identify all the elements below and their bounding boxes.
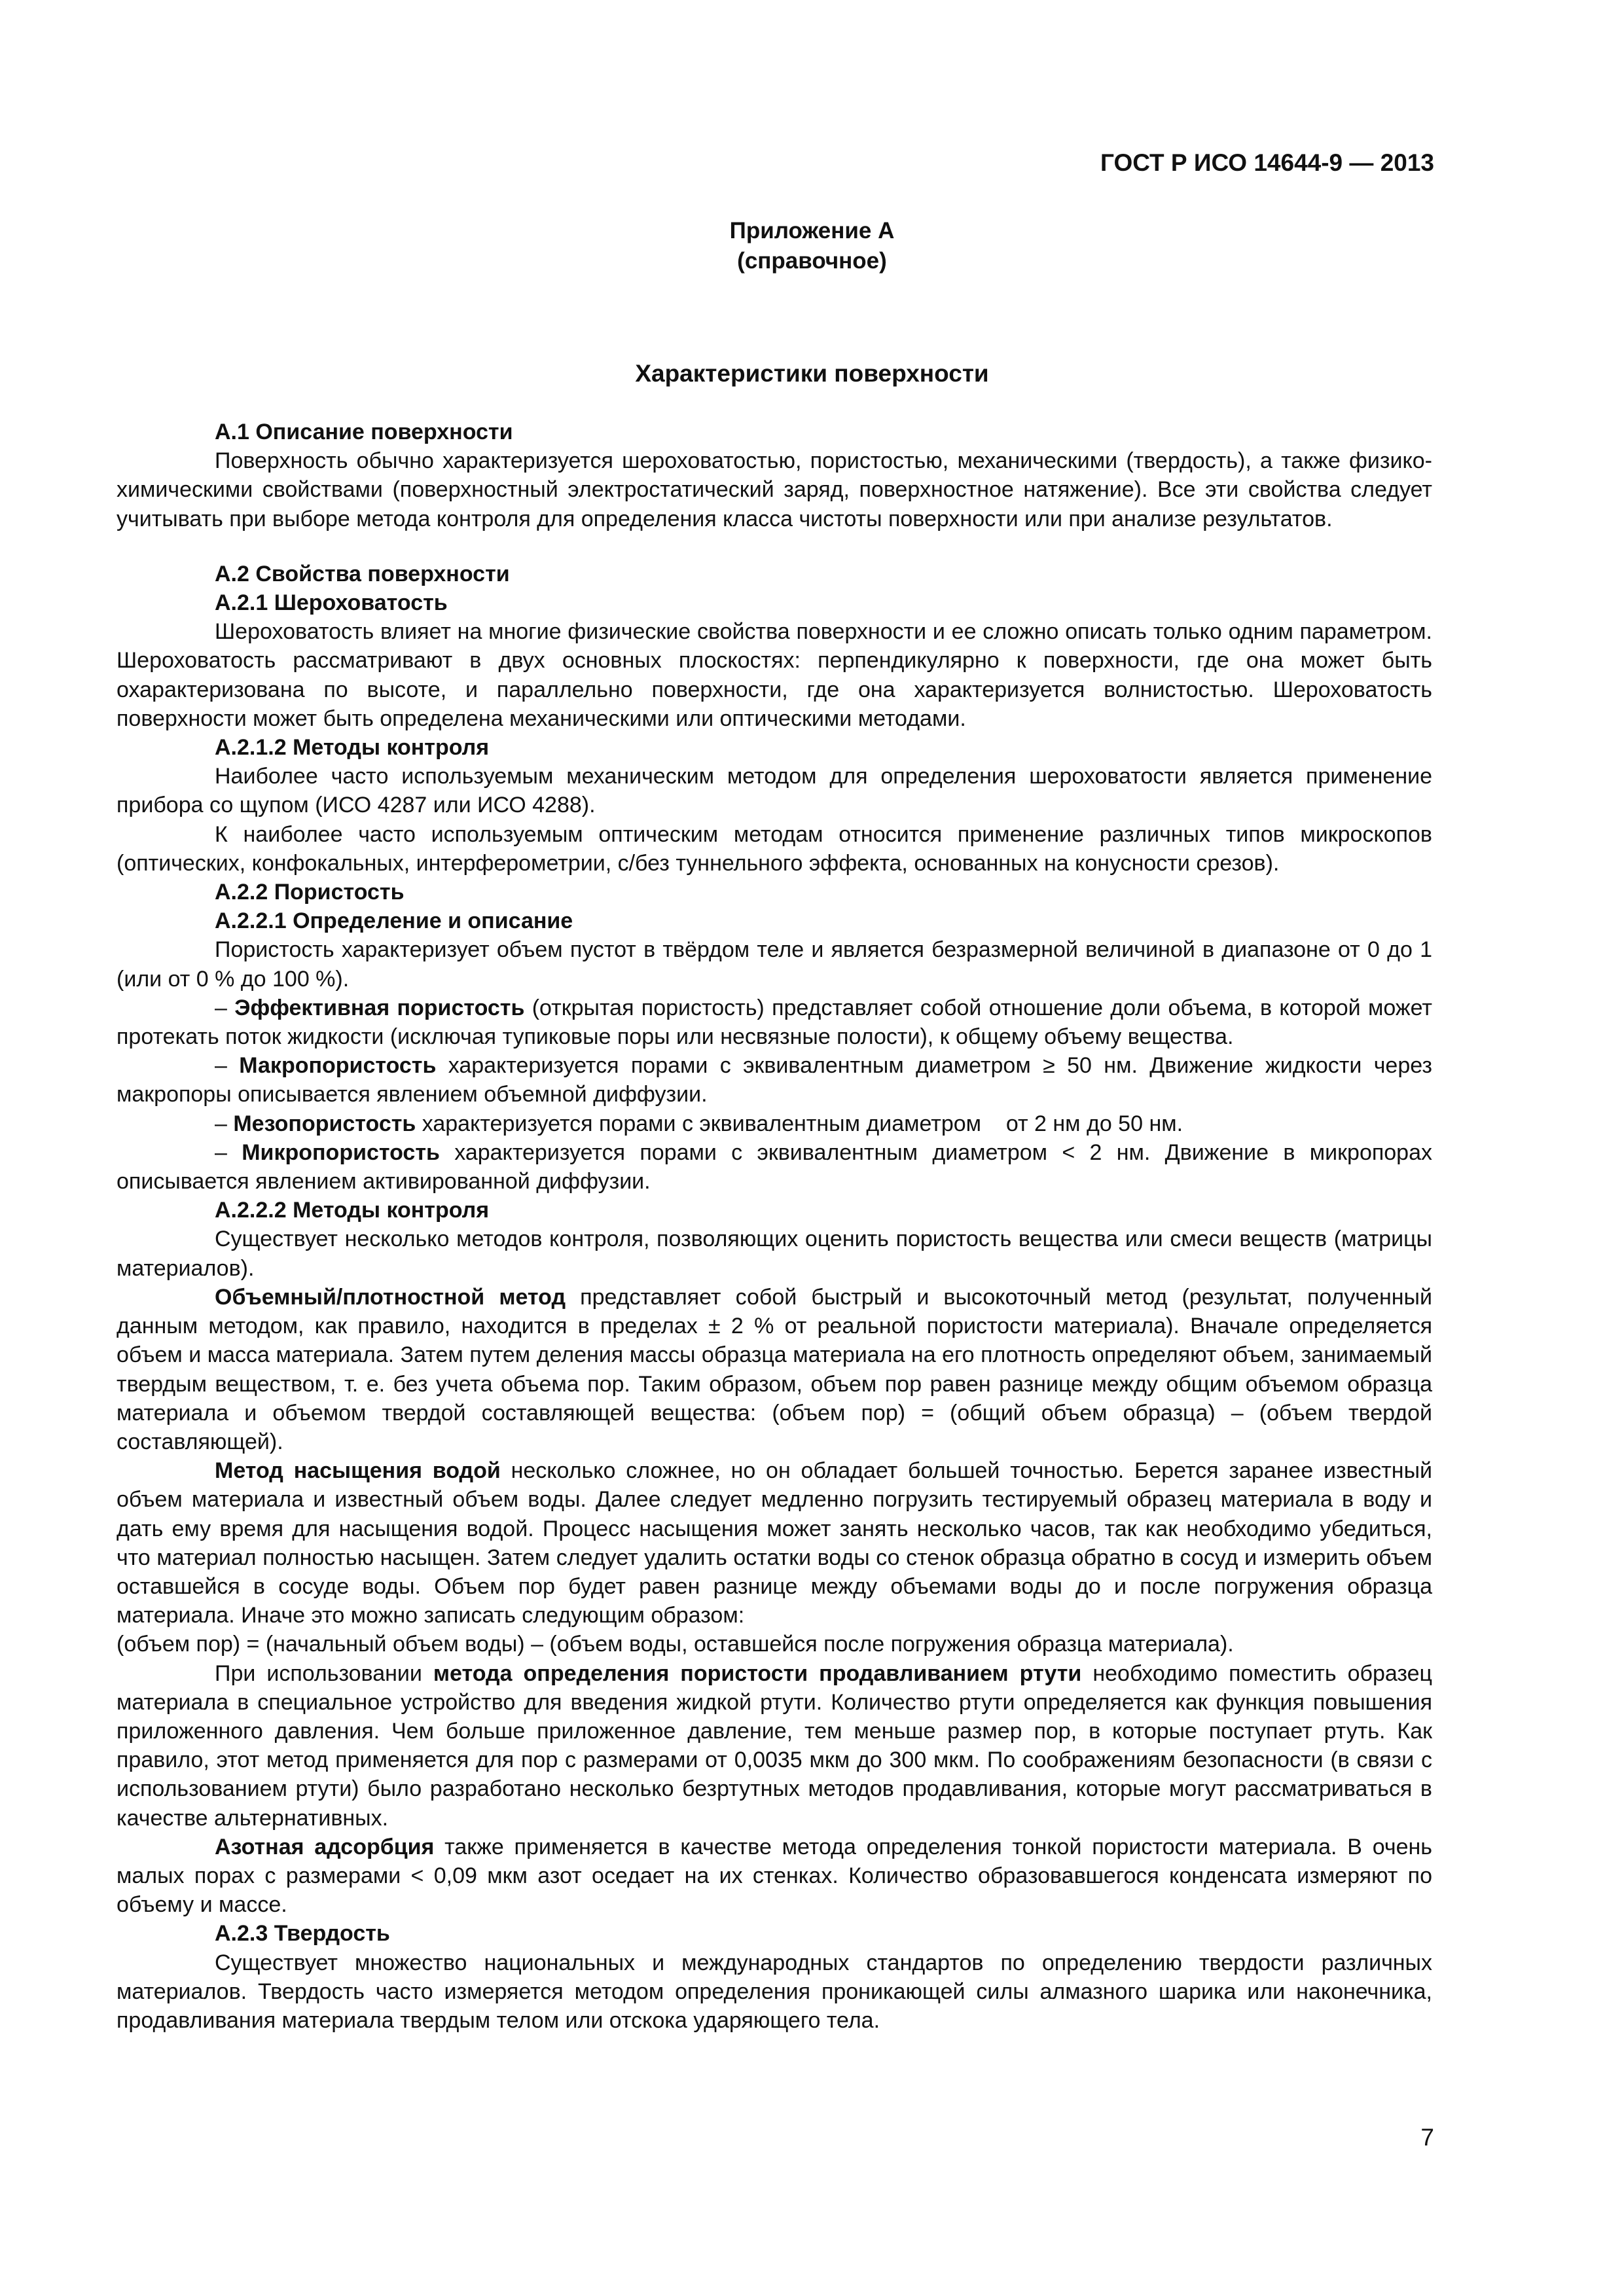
term: Макропористость [239, 1053, 437, 1079]
term-text: необходимо поместить образец материала в специальное устройство для введения жидкой ртути. Количество ртути определяется как функция повышения приложенного давления. Чем больше приложенное давление, тем меньше размер пор, в которые поступает ртуть. Как правило, этот метод применяется для пор с размерами от 0,0035 мкм до 300 мкм. По соображениям безопасности (в связи с использованием ртути) было разработано несколько безртутных методов продавливания, которые могут рассматриваться в качестве альтернативных. [117, 1660, 1432, 1831]
paragraph: Поверхность обычно характеризуется шероховатостью, пористостью, механическими (твердость), а также физико-химическими свойствами (поверхностный электростатический заряд, поверхностное натяжение). Все эти свойства следует учитывать при выборе метода контроля для определения класса чистоты поверхности или при анализе результатов. [117, 448, 1432, 531]
term-text: характеризуется порами с эквивалентным диаметром от 2 нм до 50 нм. [416, 1111, 1183, 1136]
heading-a22: А.2.2 Пористость [215, 880, 405, 905]
term-text: представляет собой быстрый и высокоточный метод (результат, полученный данным методом, как правило, находится в пределах ± 2 % от реальной пористости материала). Вначале определяется объем и масса материала. Затем путем деления массы образца материала на его плотность определяют объем, занимаемый твердым веществом, т. е. без учета объема пор. Таким образом, объем пор равен разнице между общим объемом образца материала и объемом твердой составляющей вещества: (объем пор) = (общий объем образца) – (объем твердой составляющей). [117, 1284, 1432, 1454]
term: Метод насыщения водой [215, 1458, 501, 1484]
heading-a21: А.2.1 Шероховатость [215, 590, 448, 616]
paragraph: К наиболее часто используемым оптическим методам относится применение различных типов микроскопов (оптических, конфокальных, интерферометрии, с/без туннельного эффекта, основанных на конусности срезов). [117, 821, 1432, 876]
term: Эффективная пористость [234, 995, 525, 1020]
term-text: характеризуется порами с эквивалентным диаметром < 2 нм. Движение в микропорах описывается явлением активированной диффузии. [117, 1139, 1432, 1194]
paragraph: Существует несколько методов контроля, позволяющих оценить пористость вещества или смеси веществ (матрицы материалов). [117, 1227, 1432, 1281]
term: Микропористость [242, 1139, 440, 1165]
term: Объемный/плотностной метод [215, 1284, 566, 1310]
annex-type: (справочное) [737, 248, 887, 274]
section-title: Характеристики поверхности [635, 360, 989, 387]
paragraph: Шероховатость влияет на многие физические свойства поверхности и ее сложно описать только одним параметром. Шероховатость рассматривают в двух основных плоскостях: перпендикулярно к поверхности, где она может быть охарактеризована по высоте, и параллельно поверхности, где она характеризуется волнистостью. Шероховатость поверхности может быть определена механическими или оптическими методами. [117, 619, 1432, 731]
dash-marker: – [215, 995, 235, 1020]
annex-title: Приложение А [729, 218, 895, 243]
document-id: ГОСТ Р ИСО 14644-9 — 2013 [1100, 149, 1434, 176]
page-number: 7 [1420, 2124, 1434, 2151]
paragraph [117, 1833, 1432, 1920]
dash-marker: – [215, 1053, 240, 1079]
paragraph [117, 1659, 1432, 1833]
dash-marker: – [215, 1139, 242, 1165]
list-item [117, 1051, 1432, 1109]
dash-marker: – [215, 1111, 234, 1136]
list-item [117, 994, 1432, 1051]
heading-a1: А.1 Описание поверхности [215, 420, 513, 444]
term-text: (открытая пористость) представляет собой отношение доли объема, в которой может протекать поток жидкости (исключая тупиковые поры или несвязные полости), к общему объему вещества. [117, 995, 1432, 1050]
list-item [117, 1109, 1432, 1138]
annex-label [0, 216, 1624, 276]
heading-a222: А.2.2.2 Методы контроля [215, 1198, 490, 1223]
term-text: характеризуется порами с эквивалентным диаметром ≥ 50 нм. Движение жидкости через макропоры описывается явлением объемной диффузии. [117, 1053, 1432, 1107]
term-text: также применяется в качестве метода определения тонкой пористости материала. В очень малых порах с размерами < 0,09 мкм азот оседает на их стенках. Количество образовавшегося конденсата измеряют по объему и массе. [117, 1834, 1432, 1918]
document-body [117, 418, 1432, 2035]
term: Мезопористость [233, 1111, 416, 1136]
paragraph: Пористость характеризует объем пустот в твёрдом теле и является безразмерной величиной в диапазоне от 0 до 1 (или от 0 % до 100 %). [117, 937, 1432, 992]
heading-a2: А.2 Свойства поверхности [215, 561, 510, 586]
paragraph [117, 1283, 1432, 1456]
term-text: несколько сложнее, но он обладает большей точностью. Берется заранее известный объем материала и известный объем воды. Далее следует медленно погрузить тестируемый образец материала в воду и дать ему время для насыщения водой. Процесс насыщения может занять несколько часов, так как необходимо убедиться, что материал полностью насыщен. Затем следует удалить остатки воды со стенок образца обратно в сосуд и измерить объем оставшейся в сосуде воды. Объем пор будет равен разнице между объемами воды до и после погружения образца материала. Иначе это можно записать следующим образом: [117, 1458, 1432, 1628]
heading-a212: А.2.1.2 Методы контроля [215, 735, 490, 761]
formula-line: (объем пор) = (начальный объем воды) – (объем воды, оставшейся после погружения образца материала). [117, 1632, 1234, 1657]
term-prefix: При использовании [215, 1660, 433, 1686]
heading-a221: А.2.2.1 Определение и описание [215, 908, 573, 934]
term: Азотная адсорбция [215, 1834, 435, 1859]
list-item [117, 1138, 1432, 1196]
paragraph: Наиболее часто используемым механическим методом для определения шероховатости является применение прибора со щупом (ИСО 4287 или ИСО 4288). [117, 764, 1432, 818]
heading-a23: А.2.3 Твердость [215, 1921, 390, 1946]
paragraph: Существует множество национальных и международных стандартов по определению твердости различных материалов. Твердость часто измеряется методом определения проникающей силы алмазного шарика или наконечника, продавливания материала твердым телом или отскока ударяющего тела. [117, 1950, 1432, 2033]
term: метода определения пористости продавливанием ртути [433, 1660, 1082, 1686]
paragraph [117, 1456, 1432, 1630]
